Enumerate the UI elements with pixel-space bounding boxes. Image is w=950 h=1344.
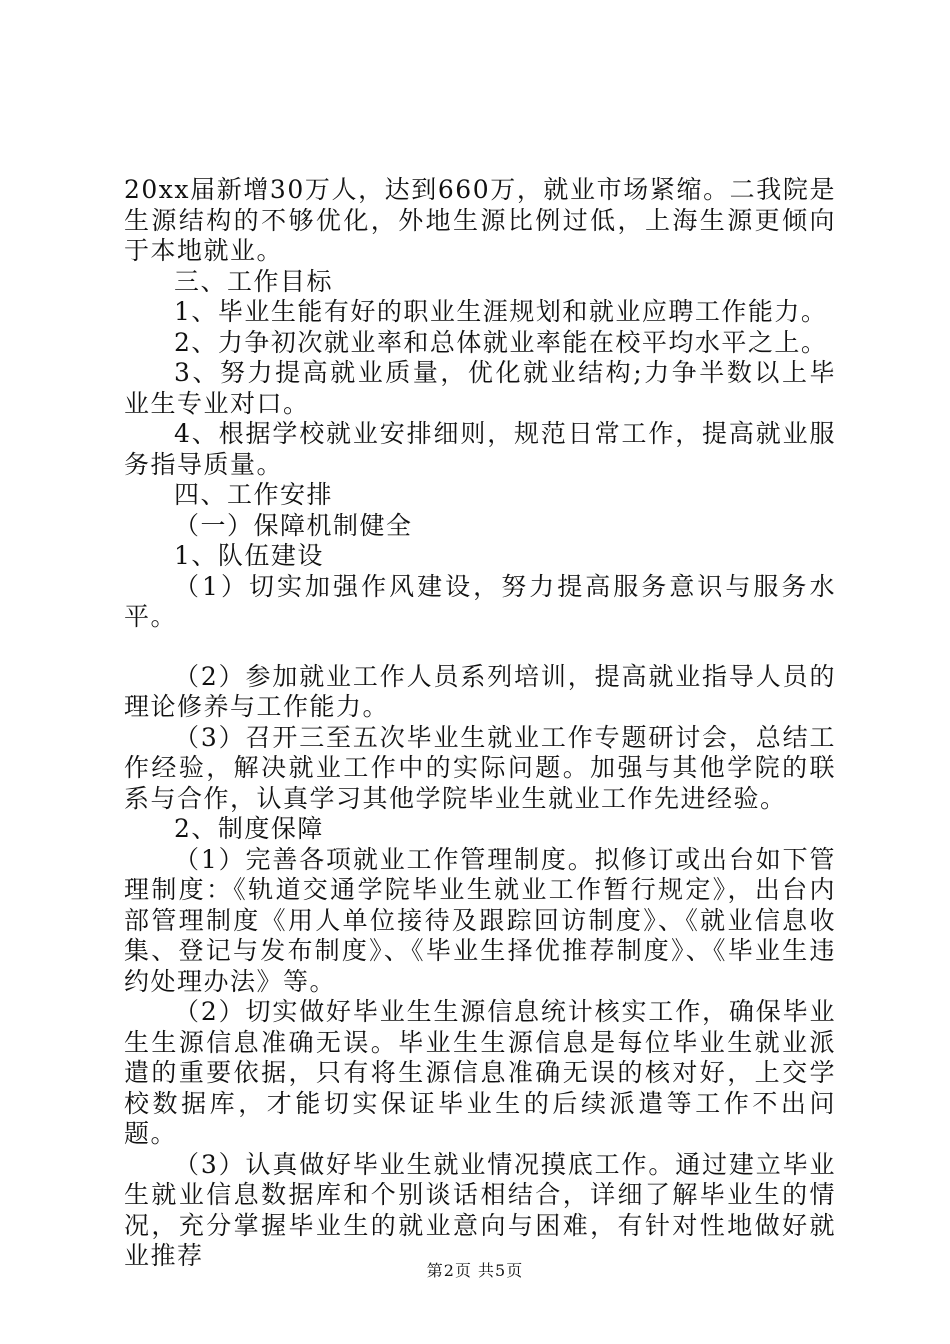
goal-item-3: 3、努力提高就业质量，优化就业结构;力争半数以上毕业生专业对口。 bbox=[124, 358, 836, 418]
team-item-3: （3）召开三至五次毕业生就业工作专题研讨会，总结工作经验，解决就业工作中的实际问题。加强与其他学院的联系与合作，认真学习其他学院毕业生就业工作先进经验。 bbox=[124, 722, 836, 813]
system-item-2: （2）切实做好毕业生生源信息统计核实工作，确保毕业生生源信息准确无误。毕业生生源信息是每位毕业生就业派遣的重要依据，只有将生源信息准确无误的核对好，上交学校数据库，才能切实保证毕业生的后续派遣等工作不出问题。 bbox=[124, 997, 836, 1148]
system-item-1: （1）完善各项就业工作管理制度。拟修订或出台如下管理制度：《轨道交通学院毕业生就业工作暂行规定》，出台内部管理制度《用人单位接待及跟踪回访制度》、《就业信息收集、登记与发布制度》、《毕业生择优推荐制度》、《毕业生违约处理办法》等。 bbox=[124, 844, 836, 996]
goal-item-2: 2、力争初次就业率和总体就业率能在校平均水平之上。 bbox=[174, 327, 828, 357]
paragraph-intro-continuation: 20xx届新增30万人，达到660万，就业市场紧缩。二我院是生源结构的不够优化，外地生源比例过低，上海生源更倾向于本地就业。 bbox=[124, 175, 836, 265]
subheading-guarantee-mechanism: （一）保障机制健全 bbox=[174, 510, 413, 540]
team-item-1: （1）切实加强作风建设，努力提高服务意识与服务水平。 bbox=[124, 571, 836, 631]
team-item-2: （2）参加就业工作人员系列培训，提高就业指导人员的理论修养与工作能力。 bbox=[124, 661, 836, 721]
system-item-3: （3）认真做好毕业生就业情况摸底工作。通过建立毕业生就业信息数据库和个别谈话相结合，详细了解毕业生的情况，充分掌握毕业生的就业意向与困难，有针对性地做好就业推荐 bbox=[124, 1149, 836, 1270]
subheading-system-guarantee: 2、制度保障 bbox=[174, 814, 324, 843]
heading-work-goals: 三、工作目标 bbox=[174, 266, 334, 296]
goal-item-1: 1、毕业生能有好的职业生涯规划和就业应聘工作能力。 bbox=[174, 297, 828, 326]
page-number-footer: 第2页 共5页 bbox=[426, 1261, 524, 1280]
goal-item-4: 4、根据学校就业安排细则，规范日常工作，提高就业服务指导质量。 bbox=[124, 419, 836, 479]
document-body bbox=[124, 175, 836, 1272]
subheading-team-building: 1、队伍建设 bbox=[174, 541, 324, 570]
heading-work-arrangement: 四、工作安排 bbox=[174, 480, 334, 509]
